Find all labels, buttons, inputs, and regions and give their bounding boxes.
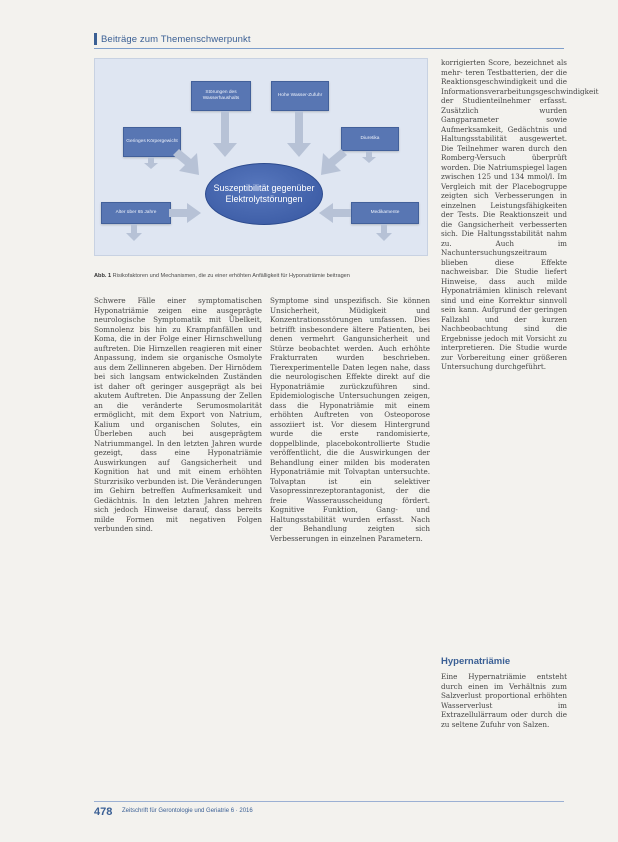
figure-caption: [94, 272, 424, 280]
box-low-left: Alter über 65 Jahre: [101, 202, 171, 224]
column-3-continued: Eine Hypernatriämie entsteht durch einen im Verhältnis zum Salzverlust proportional erhöhten Wasserverlust im Extrazellulärraum oder durch die zu seltene Zufuhr von Salzen.: [441, 672, 567, 729]
arrow-low-right: [319, 203, 351, 223]
header-accent-bar: [94, 33, 97, 45]
box-low-right: Medikamente: [351, 202, 419, 224]
page-number: 478: [94, 806, 113, 818]
box-mid-left: Geringes Körpergewicht: [123, 127, 181, 157]
journal-footer: Zeitschrift für Gerontologie und Geriatrie 6 · 2016: [122, 808, 253, 814]
column-3: korrigierten Score, bezeichnet als mehr- teren Testbatterien, der die Reaktionsgeschwindigkeit und die Informationsverarbeitungsgeschwindigkeit der Studienteilnehmer erfasst. Zusätzlich wurden Gangparameter sowie Aufmerksamkeit, Gedächtnis und Haltungsstabilität ausgewertet. Die Teilnehmer waren durch den Romberg-Versuch überprüft worden. Die Natriumspiegel lagen zwischen 125 und 134 mmol/l. Im Vergleich mit der Placebogruppe zeigten sich Verbesserungen in einzelnen Leistungsfähigkeiten der Tests. Die Reaktionszeit und die Gangsicherheit verbesserten sich. Die Haltungsstabilität nahm zu. Auch im Nachuntersuchungszeitraum blieben diese Effekte nachweisbar. Die Studie liefert Hinweise, dass auch milde Hyponatriämien klinisch relevant sind und eine Korrektur sinnvoll sein kann. Aufgrund der geringen Fallzahl und der kurzen Nachbeobachtung sind die Ergebnisse jedoch mit Vorsicht zu interpretieren. Die Studie wurde zur Vorbereitung einer größeren Untersuchung durchgeführt.: [441, 58, 599, 371]
box-top-right: Hohe Wasser-Zufuhr: [271, 81, 329, 111]
caption-text: Risikofaktoren und Mechanismen, die zu einer erhöhten Anfälligkeit für Hyponatriämie beitragen: [112, 273, 350, 279]
section-header: Beiträge zum Themenschwerpunkt: [101, 34, 251, 45]
figure-diagram: [94, 58, 428, 256]
header-rule: [94, 48, 564, 49]
arrow-mid-right: [321, 149, 347, 175]
arrow-box-mid-right-down: [362, 151, 376, 163]
footer-rule: [94, 801, 564, 802]
column-2: Symptome sind unspezifisch. Sie können Unsicherheit, Müdigkeit und Konzentrationsstörungen umfassen. Dies betrifft insbesondere ältere Patienten, bei denen vermehrt Gangunsicherheit und Stürze beobachtet werden. Auch erhöhte Frakturraten wurden beschrieben. Tierexperimentelle Daten legen nahe, dass die neurologischen Effekte direkt auf die Hyponatriämie zurückzuführen sind. Epidemiologische Untersuchungen zeigen, dass die Hyponatriämie mit einem erhöhten Auftreten von Osteoporose assoziiert ist. Vor diesem Hintergrund wurde die erste randomisierte, doppelblinde, placebokontrollierte Studie veröffentlicht, die die Auswirkungen der Behandlung einer milden bis moderaten Hyponatriämie mit Tolvaptan untersuchte. Tolvaptan ist ein selektiver Vasopressinrezeptorantagonist, der die freie Wasserausscheidung fördert. Kognitive Funktion, Gang- und Haltungsstabilität wurden erfasst. Nach der Behandlung zeigten sich Verbesserungen in einzelnen Parametern.: [270, 296, 430, 543]
arrow-box-low-left-down: [126, 224, 142, 241]
section-heading: Hypernatriämie: [441, 656, 511, 667]
column-1: Schwere Fälle einer symptomatischen Hyponatriämie zeigen eine ausgeprägte neurologische Symptomatik mit Übelkeit, Somnolenz bis hin zu Krampfanfällen und Koma, die in der Folge einer Hirnschwellung auftreten. Die Hirnzellen reagieren mit einer Anpassung, indem sie organische Osmolyte aus dem Zellinneren abgeben. Der Hirnödem bei sich langsam entwickelnden Zuständen ist daher oft geringer ausgeprägt als bei akutem Auftreten. Die Anpassung der Zellen an die veränderte Serumosmolarität ermöglicht, mit dem Export von Natrium, Kalium und organischen Solutes, ein Überleben auch bei ausgeprägtem Natriummangel. In den letzten Jahren wurde gezeigt, dass eine Hyponatriämie Auswirkungen auf Gangsicherheit und Kognition hat und mit einem erhöhten Sturzrisiko verbunden ist. Die Veränderungen im Gehirn betreffen Aufmerksamkeit und Gedächtnis. In den letzten Jahren mehren sich jedoch Hinweise darauf, dass bereits milde Formen mit negativen Folgen verbunden sind.: [94, 296, 262, 533]
box-mid-right: Diuretika: [341, 127, 399, 151]
arrow-low-left: [169, 203, 201, 223]
box-top-left: Störungen des Wasserhaushalts: [191, 81, 251, 111]
center-ellipse: Suszeptibilität gegenüber Elektrolytstörungen: [205, 163, 323, 225]
arrow-box-mid-left-down: [144, 157, 158, 169]
caption-label: Abb. 1: [94, 273, 112, 279]
arrow-mid-left: [173, 149, 199, 175]
arrow-box-low-right-down: [376, 224, 392, 241]
arrow-top-right: [287, 111, 311, 157]
arrows-layer: [95, 59, 427, 255]
